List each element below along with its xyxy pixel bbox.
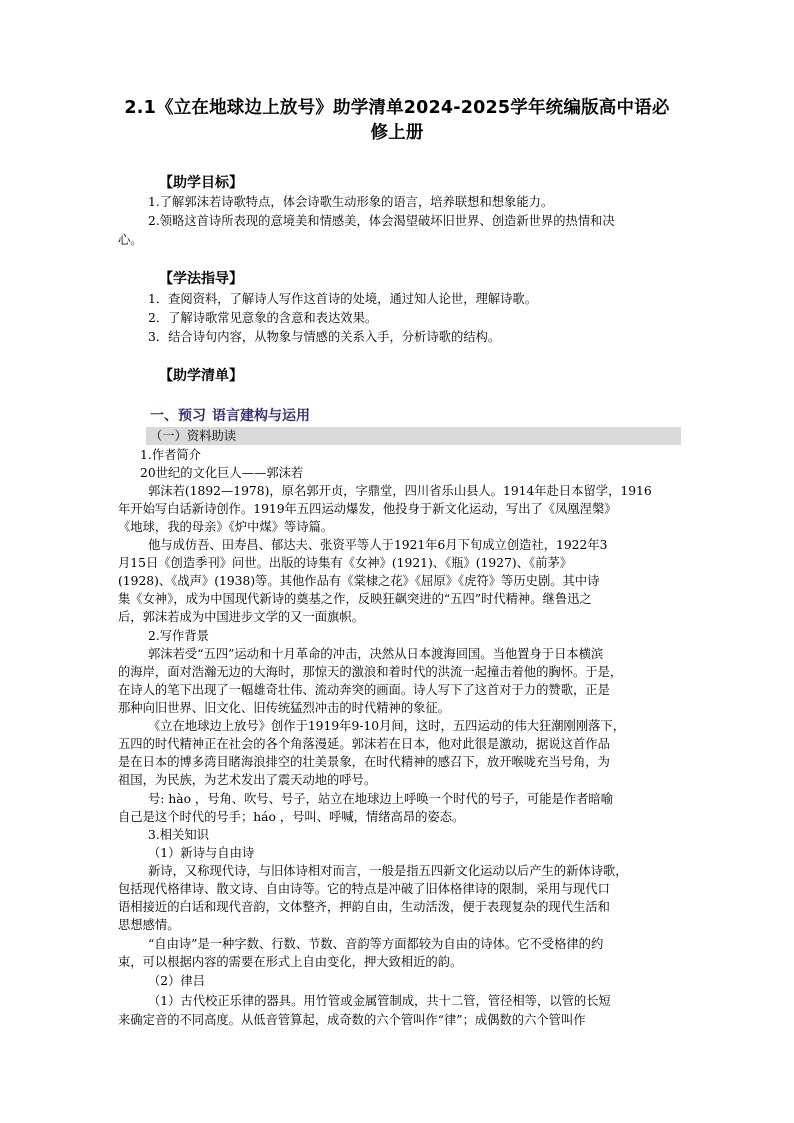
body-line: 五四的时代精神正在社会的各个角落漫延。郭沫若在日本，他对此很是激动，据说这首作品 xyxy=(118,737,610,751)
body-line: 《立在地球边上放号》创作于1919年9-10月间，这时，五四运动的伟大狂潮刚刚落下， xyxy=(148,719,626,733)
body-line: 后，郭沫若成为中国进步文学的又一面旗帜。 xyxy=(118,610,364,624)
title-line-1: 2.1《立在地球边上放号》助学清单2024-2025学年统编版高中语必 xyxy=(124,98,670,118)
body-line: 是在日本的博多湾目睹海浪排空的壮美景象，在时代精神的感召下，放开喉咙充当号角，为 xyxy=(118,755,610,769)
body-line: 他与成仿吾、田寿昌、郁达夫、张资平等人于1921年6月下旬成立创造社，1922年3 xyxy=(148,538,608,552)
body-line: 20世纪的文化巨人——郭沫若 xyxy=(140,466,304,480)
body-line: （2）律吕 xyxy=(148,974,206,988)
document-title xyxy=(100,96,694,146)
method-heading: 【学法指导】 xyxy=(159,271,243,287)
body-line: （1）古代校正乐律的器具。用竹管或金属管制成，共十二管，管径相等，以管的长短 xyxy=(148,994,611,1008)
body-line: 语相接近的白话和现代音韵，文体整齐，押韵自由，生动活泼，便于表现复杂的现代生活和 xyxy=(118,900,610,914)
body-line: 集《女神》，成为中国现代新诗的奠基之作，反映狂飙突进的“五四”时代精神。继鲁迅之 xyxy=(118,592,592,606)
body-line: 在诗人的笔下出现了一幅雄奇壮伟、流动奔突的画面。诗人写下了这首对于力的赞歌，正是 xyxy=(118,683,610,697)
subsection-heading: （一）资料助读 xyxy=(150,429,237,443)
goal-item: 1.了解郭沫若诗歌特点，体会诗歌生动形象的语言，培养联想和想象能力。 xyxy=(148,195,554,209)
list-heading: 【助学清单】 xyxy=(159,368,243,384)
body-line: 包括现代格律诗、散文诗、自由诗等。它的特点是冲破了旧体格律诗的限制，采用与现代口 xyxy=(118,882,610,896)
method-item: 3．结合诗句内容，从物象与情感的关系入手，分析诗歌的结构。 xyxy=(148,330,501,344)
goal-item: 2.领略这首诗所表现的意境美和情感美，体会渴望破坏旧世界、创造新世界的热情和决 xyxy=(148,214,615,228)
body-line: 自己是这个时代的号手；háo ，号叫、呼喊，情绪高昂的姿态。 xyxy=(118,810,465,824)
body-line: 号: hào ，号角、吹号、号子，站立在地球边上呼唤一个时代的号子，可能是作者暗喻 xyxy=(148,792,614,806)
body-line: 新诗，又称现代诗，与旧体诗相对而言，一般是指五四新文化运动以后产生的新体诗歌， xyxy=(148,864,628,878)
goal-item-cont: 心。 xyxy=(118,233,143,247)
body-line: 的海岸，面对浩瀚无边的大海时，那惊天的激浪和着时代的洪流一起撞击着他的胸怀。于是， xyxy=(118,665,623,679)
part1-heading-a: 一、预习 xyxy=(150,408,206,424)
body-line: 3.相关知识 xyxy=(148,828,209,842)
body-line: 思想感情。 xyxy=(118,918,180,932)
body-line: 来确定音的不同高度。从低音管算起，成奇数的六个管叫作“律”；成偶数的六个管叫作 xyxy=(118,1013,586,1027)
body-line: 2.写作背景 xyxy=(148,629,209,643)
body-line: “自由诗”是一种字数、行数、节数、音韵等方面都较为自由的诗体。它不受格律的约 xyxy=(148,937,604,951)
body-line: (1928)、《战声》(1938)等。其他作品有《棠棣之花》《屈原》《虎符》等历史剧。其中诗 xyxy=(118,574,600,588)
body-line: 1.作者简介 xyxy=(140,448,201,462)
title-line-2: 修上册 xyxy=(370,123,424,143)
body-line: 郭沫若(1892—1978)，原名郭开贞，字鼎堂，四川省乐山县人。1914年赴日本留学，1916 xyxy=(148,484,652,498)
part1-heading-b: 语言建构与运用 xyxy=(212,408,310,424)
body-line: 月15日《创造季刊》问世。出版的诗集有《女神》(1921)、《瓶》(1927)、《前茅》 xyxy=(118,556,573,570)
body-line: 那种向旧世界、旧文化、旧传统猛烈冲击的时代精神的象征。 xyxy=(118,701,451,715)
method-item: 2．了解诗歌常见意象的含意和表达效果。 xyxy=(148,311,378,325)
part1-heading xyxy=(150,407,310,425)
goals-heading: 【助学目标】 xyxy=(159,175,243,191)
body-line: 束，可以根据内容的需要在形式上自由变化，押大致相近的韵。 xyxy=(118,955,463,969)
body-line: 郭沫若受“五四”运动和十月革命的冲击，决然从日本渡海回国。当他置身于日本横滨 xyxy=(148,647,604,661)
method-item: 1．查阅资料，了解诗人写作这首诗的处境，通过知人论世，理解诗歌。 xyxy=(148,292,538,306)
body-line: 《地球，我的母亲》《炉中煤》等诗篇。 xyxy=(118,520,334,534)
body-line: （1）新诗与自由诗 xyxy=(148,846,255,860)
body-line: 年开始写白话新诗创作。1919年五四运动爆发，他投身于新文化运动，写出了《凤凰涅槃》 xyxy=(118,502,617,516)
body-line: 祖国，为民族，为艺术发出了震天动地的呼号。 xyxy=(118,773,377,787)
